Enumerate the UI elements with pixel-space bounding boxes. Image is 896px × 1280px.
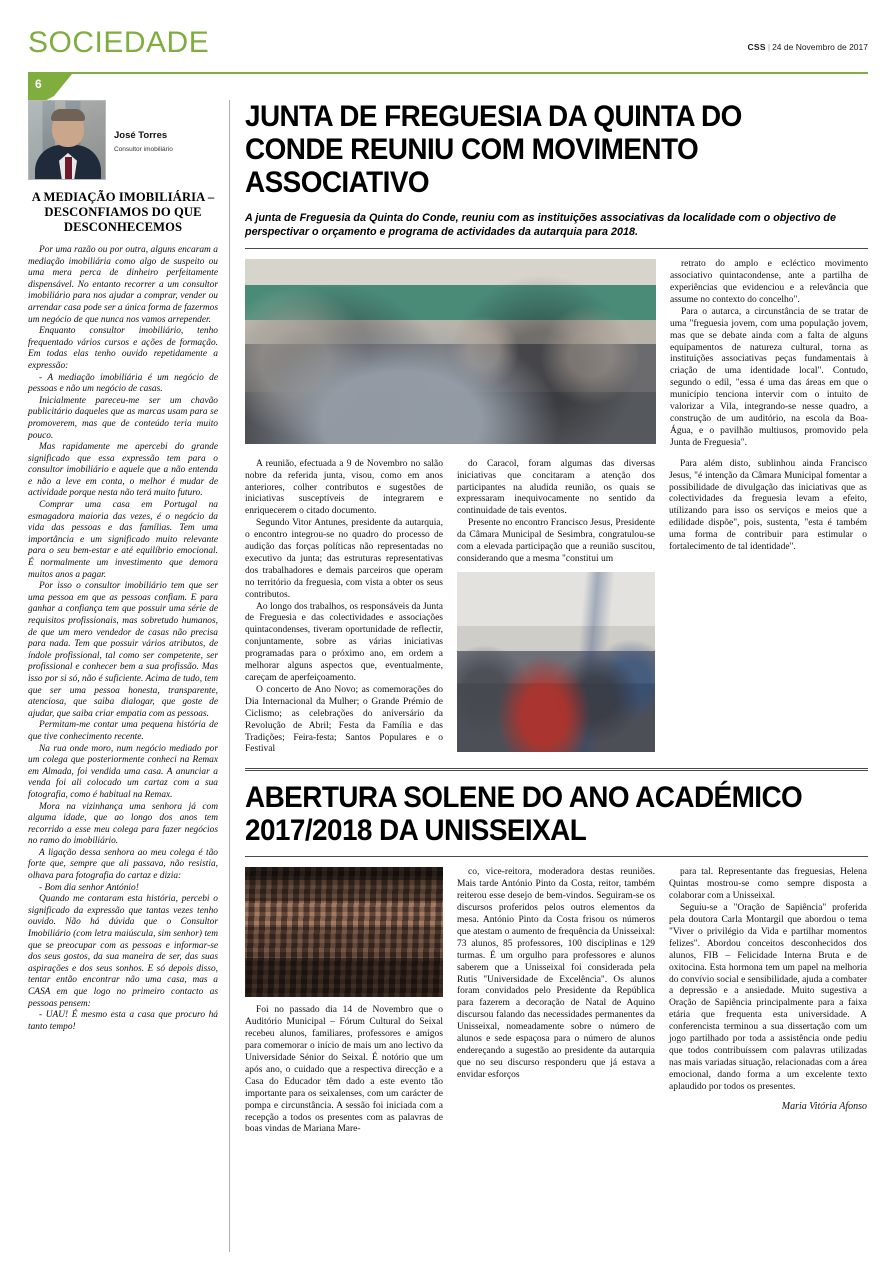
opinion-paragraph: Permitam-me contar uma pequena história de que tive conhecimento recente. xyxy=(28,720,218,742)
article1-column3-upper xyxy=(670,259,868,450)
article2-paragraph: para tal. Representante das freguesias, Helena Quintas mostrou-se como sempre disposta a colaborar com a Unisseixal. xyxy=(669,867,867,902)
masthead xyxy=(28,26,868,72)
opinion-paragraph: Por isso o consultor imobiliário tem que ser uma pessoa em que as pessoas confiam. E para ganhar a confiança tem que possuir uma série de requisitos profissionais, mas sobretudo humanos, de que um mero vendedor de casas não precisa para nada. Tem que possuir vários atributos, de índole profissional, tal como ser competente, ser profissional e conhecer bem a sua profissão. Mas isso por si só, não é suficiente. Acima de tudo, tem que ser uma pessoa honesta, transparente, atenciosa, que saiba dialogar, que goste de ajudar, que saiba criar empatia com as pessoas. xyxy=(28,581,218,719)
article1-column2-text xyxy=(457,459,655,566)
article1-column2 xyxy=(457,459,655,757)
masthead-dateline xyxy=(747,42,868,52)
article1-paragraph: do Caracol, foram algumas das diversas iniciativas que concitaram a atenção dos participantes na aludida reunião, os quais se expressaram inequivocamente no sentido da continuidade de tais eventos. xyxy=(457,458,655,517)
author-role: Consultor imobiliário xyxy=(114,146,173,153)
publication-brand: CSS xyxy=(747,42,766,52)
article1-rule xyxy=(245,248,868,249)
publication-date: 24 de Novembro de 2017 xyxy=(772,42,868,52)
section-title: SOCIEDADE xyxy=(28,26,210,59)
auditorium-image-fill xyxy=(245,867,443,997)
article1-paragraph: Presente no encontro Francisco Jesus, Presidente da Câmara Municipal de Sesimbra, congratulou-se com a elevada participação que a reunião suscitou, considerando que a mesma "constitui um xyxy=(457,518,655,564)
auditorium-image xyxy=(245,867,443,997)
header-rule xyxy=(28,72,868,74)
meeting-flags-image xyxy=(457,572,655,752)
opinion-paragraph: - UAU! É mesmo esta a casa que procuro há tanto tempo! xyxy=(28,1010,218,1032)
article2-column1-text xyxy=(245,1005,443,1136)
column-divider xyxy=(229,100,230,1252)
article1-photo1 xyxy=(245,259,656,444)
dateline-separator: | xyxy=(767,42,771,52)
article1-top-row xyxy=(245,259,868,450)
article1-paragraph: retrato do amplo e ecléctico movimento associativo quintacondense, ante a partilha de experiências que evidenciou e a relevância que assume no contexto do concelho". xyxy=(670,259,868,305)
portrait-hair xyxy=(51,109,85,121)
article2-column1 xyxy=(245,867,443,1136)
opinion-paragraph: Quando me contaram esta história, percebi o significado da expressão que tantas vezes tenho ouvido. Não há dúvida que o Consultor Imobiliário (com letra maiúscula, sim senhor) tem que se preocupar com as pessoas e informar-se dos seus gostos, da sua maneira de ser, das suas aspirações e dos seus sonhos. E só depois disso, tentar então encontrar não uma casa, mas a CASA em que logo no primeiro contacto as pessoas pensem: xyxy=(28,894,218,1009)
opinion-paragraph: Inicialmente pareceu-me ser um chavão publicitário daqueles que as marcas usam para se promoverem, mas que de conteúdo teria muito pouco. xyxy=(28,395,218,441)
opinion-paragraph: - A mediação imobiliária é um negócio de pessoas e não um negócio de casas. xyxy=(28,372,218,395)
article1-paragraph: Segundo Vitor Antunes, presidente da autarquia, o encontro integrou-se no quadro do processo de audição das forças políticas não representadas no executivo da junta; das estruturas representativas dos trabalhadores e demais parceiros que operam no território da freguesia, com vista a obter os seus contributos. xyxy=(245,518,443,600)
article-junta-freguesia xyxy=(245,100,868,771)
article1-column3-lower xyxy=(669,459,867,757)
article2-column3-text xyxy=(669,867,867,1093)
article1-standfirst: A junta de Freguesia da Quinta do Conde, reuniu com as instituições associativas da localidade com o objectivo de perspectivar o orçamento e programa de actividades da autarquia para 2018. xyxy=(245,212,837,238)
page-flag-triangle xyxy=(54,74,72,96)
article2-paragraph: Foi no passado dia 14 de Novembro que o Auditório Municipal – Fórum Cultural do Seixal recebeu alunos, familiares, professores e amigos para comemorar o início de mais um ano lectivo da Universidade Sénior do Seixal. É notório que um após ano, o cuidado que a respectiva direcção e a Casa do Educador têm dado a este evento tão importante para os seixalenses, com um carácter de pompa e circunstância. A sessão foi iniciada com a recepção a todos os presentes com as palavras de boas vindas de Mariana Mare- xyxy=(245,1005,443,1135)
article2-paragraph: Seguiu-se a "Oração de Sapiência" proferida pela doutora Carla Montargil que abordou o tema "Viver o privilégio da Vida e partilhar momentos felizes". Abordou conceitos desconhecidos dos alunos, FIB – Felicidade Interna Bruta e de oxitocina. Esta hormona tem um papel na melhoria do convívio social e sensibilidade, ajuda a combater a depressão e a ansiedade. Muito sugestiva a Oração de Sapiência principalmente para a faixa etária que frequenta esta universidade. A conferencista terminou a sua dissertação com um jogo partilhado por toda a assistência onde pediu que todos contribuíssem com palavras utilizadas nas mais variadas situação, relacionadas com a área emocional, dando forma a um excelente texto aplaudido por todos os presentes. xyxy=(669,903,867,1092)
article2-photo xyxy=(245,867,443,997)
opinion-column xyxy=(28,100,218,1033)
opinion-title: A MEDIAÇÃO IMOBILIÁRIA – DESCONFIAMOS DO QUE DESCONHECEMOS xyxy=(31,190,215,234)
opinion-paragraph: Por uma razão ou por outra, alguns encaram a mediação imobiliária como algo de suspeito ou uma mera perca de dinheiro perfeitamente dispensável. No entanto recorrer a um consultor imobiliário para nos ajudar a comprar, vender ou arrendar casa pode ser a única forma de fazermos um negócio de que nunca nos vamos arrepender. xyxy=(28,245,218,325)
meeting-audience-image xyxy=(245,259,656,444)
article2-columns xyxy=(245,867,868,1136)
opinion-author-block xyxy=(28,100,218,180)
opinion-paragraph: Comprar uma casa em Portugal na esmagadora maioria das vezes, é o negócio da vida das pessoas e das famílias. Tem uma importância e um significado muito relevante para o seu bem-estar e até equilíbrio emocional. É normalmente um investimento que demora muitos anos a pagar. xyxy=(28,500,218,580)
meeting-audience-image-fill xyxy=(245,259,656,444)
article1-paragraph: Para além disto, sublinhou ainda Francisco Jesus, "é intenção da Câmara Municipal fomentar a possibilidade de divulgação das iniciativas que as colectividades da freguesia levam a efeito, utilizando para isso os serviços e meios que a edilidade dispõe", pois, sustenta, "esta é também uma forma de contribuir para estimular o fortalecimento de tal identidade". xyxy=(669,458,867,553)
meeting-flags-image-fill xyxy=(457,572,655,752)
article1-paragraph: O concerto de Ano Novo; as comemorações do Dia Internacional da Mulher; o Grande Prémio de Ciclismo; as celebrações do aniversário da Revolução de Abril; Festa da Família e das Tradições; Feira-festa; Santos Populares e o Festival xyxy=(245,684,443,755)
article2-paragraph: co, vice-reitora, moderadora destas reuniões. Mais tarde António Pinto da Costa, reitor, também reiterou esse desejo de bem-vindos. Seguiram-se os discursos proferidos pelos outros elementos da mesa. António Pinto da Costa frisou os números que atestam o aumento de frequência da Unisseixal: 73 alunos, 85 professores, 100 disciplinas e 129 turmas. É um orgulho para professores e alunos saberem que a Unisseixal foi considerada pela Rutis "Universidade de Excelência". Os alunos foram convidados pelo Presidente da República para fazerem a decoração de Natal de Aquino discursou falando das necessidades permanentes da Unisseixal, nomeadamente sobre o número de alunos e sede espaçosa para o número de alunos endereçando a sugestão ao presidente da autarquia que no seu discurso responderu que já estava a envidar esforços xyxy=(457,867,655,1080)
portrait-tie xyxy=(65,157,72,179)
article2-column3 xyxy=(669,867,867,1136)
opinion-paragraph: Mora na vizinhança uma senhora já com alguma idade, que ao longo dos anos tem recorrido a esse meu colega para fazer negócios no ramo do imobiliário. xyxy=(28,801,218,847)
article2-headline: ABERTURA SOLENE DO ANO ACADÉMICO 2017/2018 DA UNISSEIXAL xyxy=(245,781,803,848)
author-meta xyxy=(114,100,173,155)
article1-column1 xyxy=(245,459,443,757)
article1-headline: JUNTA DE FREGUESIA DA QUINTA DO CONDE REUNIU COM MOVIMENTO ASSOCIATIVO xyxy=(245,100,742,199)
author-name: José Torres xyxy=(114,130,168,141)
article1-mid-row xyxy=(245,459,868,757)
article1-paragraph: Ao longo dos trabalhos, os responsáveis da Junta de Freguesia e das colectividades e associações quintacondenses, tiveram oportunidade de reflectir, conjuntamente, sobre as várias iniciativas programadas para o próximo ano, em ordem a melhorar alguns aspectos que, eventualmente, careçam de aperfeiçoamento. xyxy=(245,601,443,683)
article2-byline: Maria Vitória Afonso xyxy=(781,1100,867,1112)
article-unisseixal xyxy=(245,781,868,1136)
opinion-paragraph: Mas rapidamente me apercebi do grande significado que essa expressão tem para o consultor imobiliário e aquele que a não entenda e não a leve em conta, o melhor é mudar de actividade porque nesta não terá muito futuro. xyxy=(28,442,218,499)
article1-paragraph: Para o autarca, a circunstância de se tratar de uma "freguesia jovem, com uma população jovem, mas que se debate ainda com a falta de alguns equipamentos de natureza cultural, torna as instituições associativas peças fundamentais à criação de uma identidade local". Contudo, segundo o edil, "essa é uma das áreas em que o município tenciona intervir com o intuito de valorizar a Vila, integrando-se nesse quadro, a construção de um auditório, na escola da Boa-Água, e o pavilhão multiusos, promovido pela Junta de Freguesia". xyxy=(670,306,868,448)
main-content xyxy=(245,100,868,1136)
article-separator-rule xyxy=(245,768,868,771)
article2-rule xyxy=(245,856,868,857)
opinion-paragraph: Enquanto consultor imobiliário, tenho frequentado vários cursos e ações de formação. Em todas elas tenho ouvido repetidamente a expressão: xyxy=(28,326,218,371)
opinion-paragraph: A ligação dessa senhora ao meu colega é tão forte que, sempre que ali passava, não resistia, olhava para fotografia do cartaz e dizia: xyxy=(28,847,218,882)
article2-column2 xyxy=(457,867,655,1136)
opinion-body xyxy=(28,245,218,1033)
opinion-paragraph: - Bom dia senhor António! xyxy=(39,882,139,893)
opinion-paragraph: Na rua onde moro, num negócio mediado por um colega que posteriormente conheci na Remax em Almada, foi vendida uma casa. A anunciar a venda foi ali colocado um cartaz com a sua fotografia, como é habitual na Remax. xyxy=(28,743,218,800)
author-portrait xyxy=(28,100,106,180)
article1-paragraph: A reunião, efectuada a 9 de Novembro no salão nobre da referida junta, visou, como em anos anteriores, colher contributos e sugestões de iniciativas susceptíveis de integrarem e enriquecerem o citado documento. xyxy=(245,458,443,517)
article1-photo2 xyxy=(457,572,655,752)
page-number: 6 xyxy=(35,77,42,91)
